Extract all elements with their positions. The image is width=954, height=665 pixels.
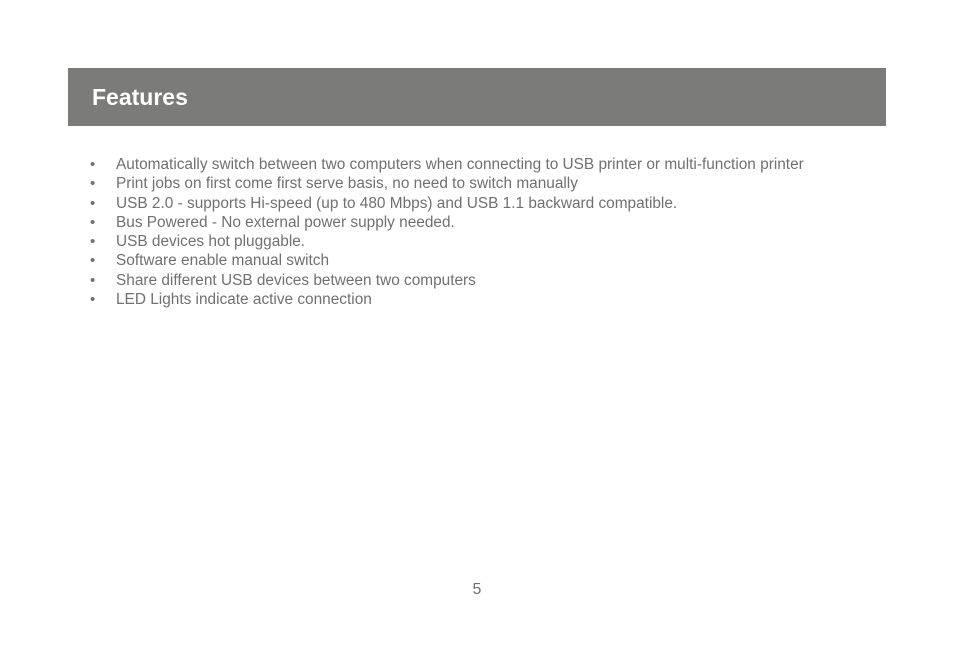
feature-text: USB devices hot pluggable.: [116, 233, 306, 251]
feature-text: Automatically switch between two computers when connecting to USB printer or multi-function printer: [116, 156, 804, 173]
feature-item: [90, 271, 880, 290]
page-number: 5: [472, 581, 482, 598]
bullet-icon: •: [90, 194, 96, 212]
feature-item: [90, 155, 880, 174]
section-title: Features: [92, 84, 188, 110]
bullet-icon: •: [90, 175, 96, 193]
bullet-icon: •: [90, 271, 96, 289]
feature-text: USB 2.0 - supports Hi-speed (up to 480 Mbps) and USB 1.1 backward compatible.: [116, 194, 678, 212]
bullet-icon: •: [90, 213, 96, 231]
feature-item: [90, 213, 880, 232]
feature-text: Software enable manual switch: [116, 252, 330, 270]
feature-item: [90, 194, 880, 213]
feature-item: [90, 174, 880, 193]
feature-text: Bus Powered - No external power supply needed.: [116, 213, 455, 231]
bullet-icon: •: [90, 252, 96, 270]
feature-item: [90, 232, 880, 251]
feature-text: Print jobs on first come first serve basis, no need to switch manually: [116, 175, 578, 193]
bullet-icon: •: [90, 291, 96, 309]
section-header-bar: [68, 68, 886, 126]
feature-text: LED Lights indicate active connection: [116, 291, 372, 309]
feature-list: [90, 155, 880, 309]
bullet-icon: •: [90, 233, 96, 251]
feature-item: [90, 290, 880, 309]
bullet-icon: •: [90, 156, 96, 173]
feature-item: [90, 251, 880, 270]
feature-text: Share different USB devices between two computers: [116, 271, 476, 289]
